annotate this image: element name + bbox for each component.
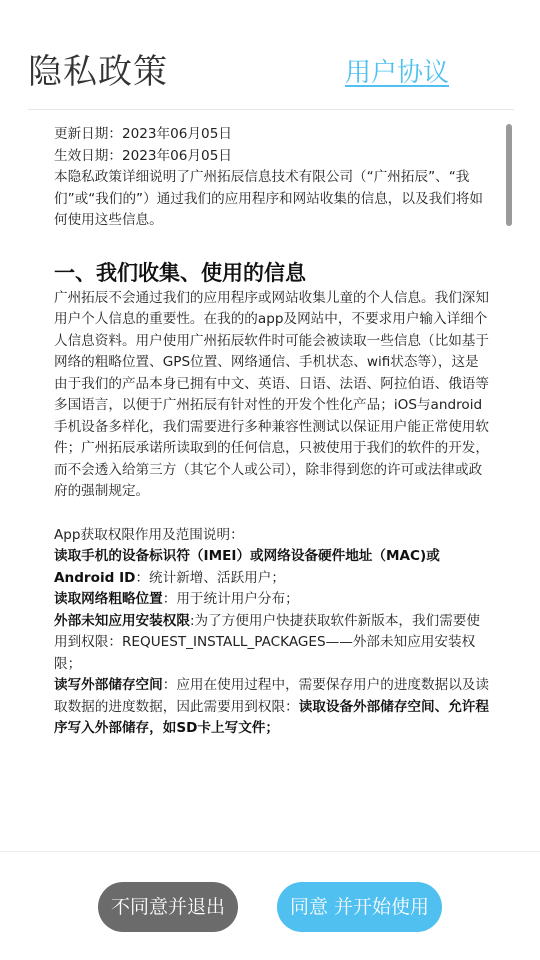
permission-item (54, 675, 492, 740)
permission-item (54, 589, 492, 611)
permission-title: 读取网络粗略位置 (54, 591, 163, 607)
decline-exit-button[interactable]: 不同意并退出 (98, 882, 238, 932)
permissions-list (54, 525, 492, 740)
update-date: 更新日期：2023年06月05日 (54, 126, 232, 142)
permission-item (54, 546, 492, 589)
permission-title: 读写外部储存空间 (54, 677, 163, 693)
header-divider (28, 109, 514, 110)
permission-title: 读取手机的设备标识符（IMEI）或网络设备硬件地址（MAC)或Android ID (54, 548, 440, 586)
permission-desc: ：用于统计用户分布； (162, 591, 299, 607)
header (0, 0, 540, 110)
permission-desc: :为了方便用户快捷获取软件新版本，我们需要使用到权限：REQUEST_INSTALL_PACKAGES——外部未知应用安装权限； (54, 612, 480, 672)
collection-paragraph: 广州拓辰不会通过我们的应用程序或网站收集儿童的个人信息。我们深知用户个人信息的重要性。在我的的app及网站中，不要求用户输入详细个人信息资料。用户使用广州拓辰软件时可能会被读取一些信息（比如基于网络的粗略位置、GPS位置、网络通信、手机状态、wifi状态等），这是由于我们的产品本身已拥有中文、英语、日语、法语、阿拉伯语、俄语等多国语言，以便于广州拓辰有针对性的开发个性化产品；iOS与android手机设备多样化，我们需要进行多种兼容性测试以保证用户能正常使用软件；广州拓辰承诺所读取到的任何信息，只被使用于我们的软件的开发，而不会透入给第三方（其它个人或公司），除非得到您的许可或法律或政府的强制规定。 (54, 289, 489, 499)
section-heading: 一、我们收集、使用的信息 (54, 260, 306, 285)
effective-date: 生效日期：2023年06月05日 (54, 147, 232, 164)
footer-divider (0, 851, 540, 852)
permission-bold-tail: 读取设备外部储存空间、允许程序写入外部储存，如SD卡上写文件； (54, 698, 489, 736)
intro-paragraph: 本隐私政策详细说明了广州拓辰信息技术有限公司（“广州拓辰”、“我们”或“我们的”）通过我们的应用程序和网站收集的信息，以及我们将如何使用这些信息。 (54, 169, 483, 228)
content-scrollbar[interactable] (506, 124, 512, 226)
page-title: 隐私政策 (28, 52, 168, 92)
permissions-intro: App获取权限作用及范围说明： (54, 526, 244, 543)
permission-desc: ：应用在使用过程中，需要保存用户的进度数据以及读取数据的进度数据，因此需要用到权限： (54, 677, 489, 715)
agree-start-button[interactable]: 同意 并开始使用 (277, 882, 442, 932)
permission-desc: ：统计新增、活跃用户； (135, 569, 285, 586)
privacy-policy-content[interactable] (54, 118, 492, 838)
permission-item (54, 611, 492, 676)
policy-dates (54, 124, 492, 167)
permission-title: 外部未知应用安装权限 (54, 612, 190, 629)
user-agreement-link[interactable]: 用户协议 (345, 58, 450, 88)
